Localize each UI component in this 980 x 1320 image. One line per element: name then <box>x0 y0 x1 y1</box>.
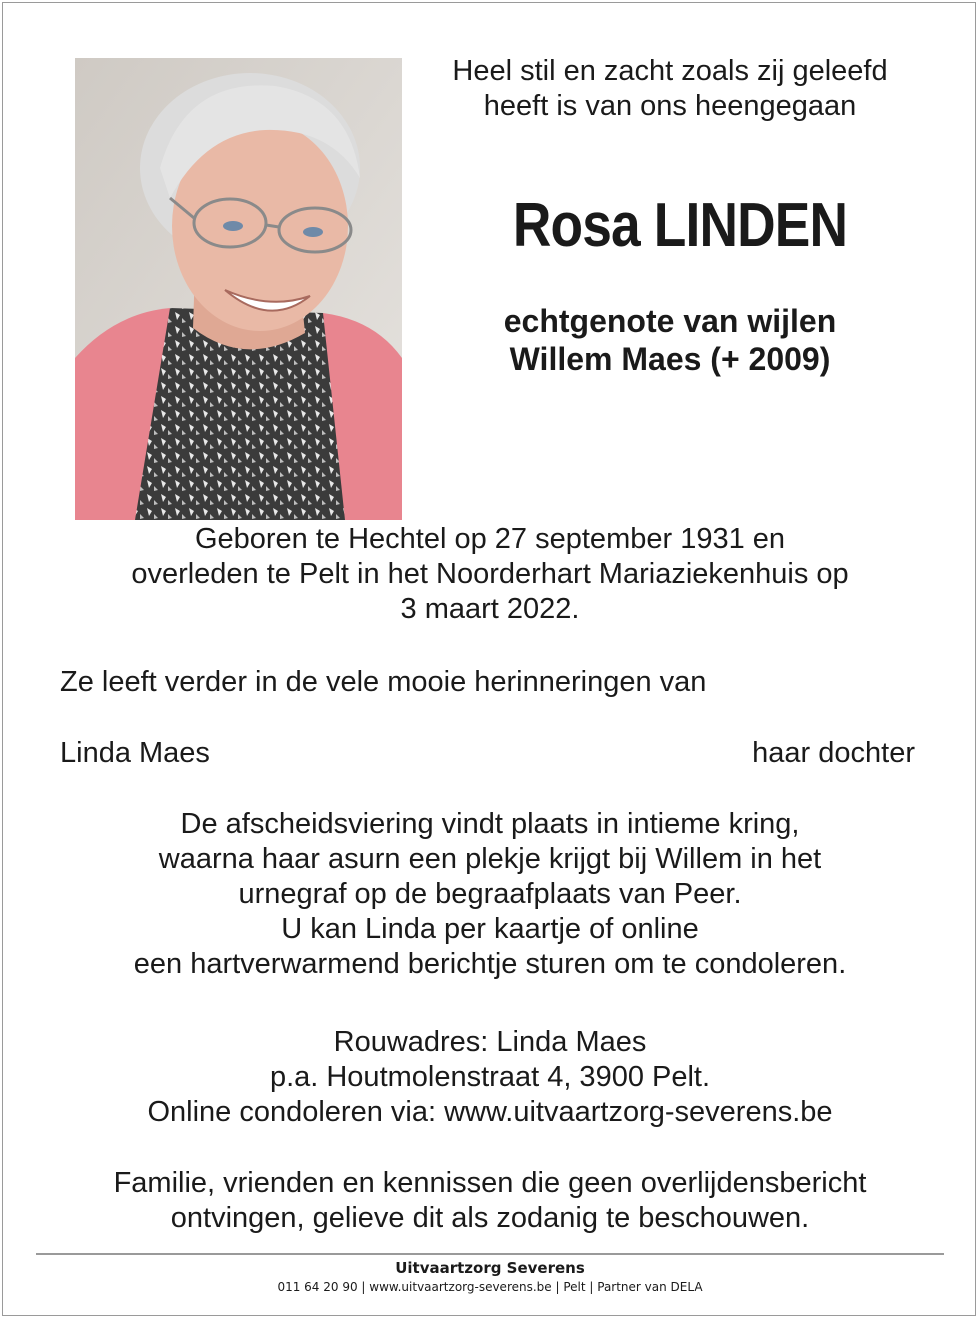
portrait-photo <box>75 58 402 520</box>
notice-line: ontvingen, gelieve dit als zodanig te beschouwen. <box>170 1202 810 1234</box>
footer-divider <box>36 1253 944 1255</box>
intro-line: Heel stil en zacht zoals zij geleefd <box>452 55 888 87</box>
relative-relation: haar dochter <box>752 737 915 769</box>
footer-company: Uitvaartzorg Severens <box>395 1259 585 1277</box>
notice-info <box>40 1166 940 1236</box>
ceremony-line: waarna haar asurn een plekje krijgt bij Willem in het <box>158 843 822 875</box>
ceremony-line: U kan Linda per kaartje of online <box>281 913 699 945</box>
birth-death-line: Geboren te Hechtel op 27 september 1931 en <box>194 523 786 555</box>
footer-contact: 011 64 20 90 | www.uitvaartzorg-severens.be | Pelt | Partner van DELA <box>277 1280 703 1294</box>
spouse-info <box>410 302 930 378</box>
ceremony-line: De afscheidsviering vindt plaats in intieme kring, <box>180 808 800 840</box>
ceremony-line: urnegraf op de begraafplaats van Peer. <box>238 878 742 910</box>
memories-intro: Ze leeft verder in de vele mooie herinneringen van <box>60 666 707 698</box>
birth-death-line: overleden te Pelt in het Noorderhart Mariaziekenhuis op <box>131 558 849 590</box>
address-line: Rouwadres: Linda Maes <box>333 1026 647 1058</box>
ceremony-line: een hartverwarmend berichtje sturen om te condoleren. <box>133 948 847 980</box>
address-line: p.a. Houtmolenstraat 4, 3900 Pelt. <box>269 1061 711 1093</box>
notice-line: Familie, vrienden en kennissen die geen overlijdensbericht <box>113 1167 867 1199</box>
relative-name: Linda Maes <box>60 737 210 769</box>
ceremony-info <box>40 807 940 982</box>
intro-verse <box>410 54 930 124</box>
deceased-name: Rosa LINDEN <box>512 191 848 260</box>
spouse-line: echtgenote van wijlen <box>503 303 837 339</box>
birth-death-info <box>40 522 940 627</box>
relative-row <box>60 736 915 771</box>
intro-line: heeft is van ons heengegaan <box>483 90 857 122</box>
spouse-line: Willem Maes (+ 2009) <box>509 341 831 377</box>
address-info <box>40 1025 940 1130</box>
address-line: Online condoleren via: www.uitvaartzorg-severens.be <box>147 1096 833 1128</box>
birth-death-line: 3 maart 2022. <box>400 593 580 625</box>
